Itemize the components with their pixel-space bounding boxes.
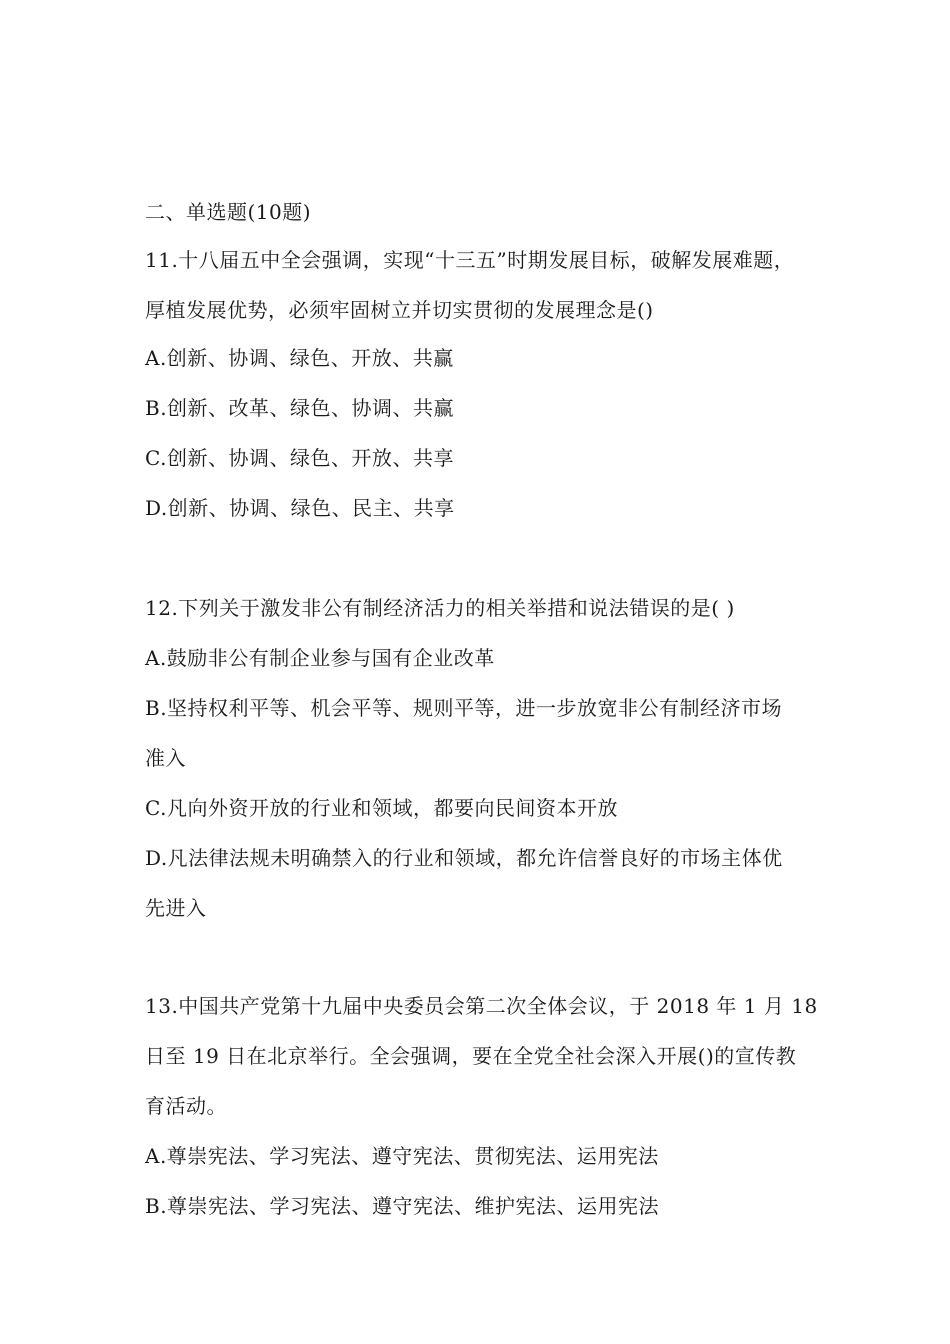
- question-13-option-b: B.尊崇宪法、学习宪法、遵守宪法、维护宪法、运用宪法: [145, 1194, 660, 1218]
- question-12-option-d-continued: 先进入: [145, 896, 207, 920]
- section-heading: 二、单选题(10题): [145, 200, 312, 224]
- question-13-stem-line-3: 育活动。: [145, 1094, 227, 1118]
- question-11-option-a: A.创新、协调、绿色、开放、共赢: [145, 346, 454, 370]
- question-12-stem-line-1: 12.下列关于激发非公有制经济活力的相关举措和说法错误的是( ): [145, 596, 735, 620]
- question-11-stem-line-2: 厚植发展优势，必须牢固树立并切实贯彻的发展理念是(): [145, 298, 654, 322]
- question-13-stem-line-2: 日至 19 日在北京举行。全会强调，要在全党全社会深入开展()的宣传教: [145, 1044, 797, 1068]
- question-12-option-c: C.凡向外资开放的行业和领域，都要向民间资本开放: [145, 796, 618, 820]
- question-11-option-b: B.创新、改革、绿色、协调、共赢: [145, 396, 455, 420]
- question-12-option-d: D.凡法律法规未明确禁入的行业和领域，都允许信誉良好的市场主体优: [145, 846, 783, 870]
- question-12-option-a: A.鼓励非公有制企业参与国有企业改革: [145, 646, 495, 670]
- question-11-option-c: C.创新、协调、绿色、开放、共享: [145, 446, 454, 470]
- question-11-stem-line-1: 11.十八届五中全会强调，实现“十三五”时期发展目标，破解发展难题，: [145, 248, 795, 272]
- question-12-option-b: B.坚持权利平等、机会平等、规则平等，进一步放宽非公有制经济市场: [145, 696, 783, 720]
- question-13-stem-line-1: 13.中国共产党第十九届中央委员会第二次全体会议，于 2018 年 1 月 18: [145, 994, 818, 1018]
- question-12-option-b-continued: 准入: [145, 746, 186, 770]
- question-11-option-d: D.创新、协调、绿色、民主、共享: [145, 496, 455, 520]
- question-13-option-a: A.尊崇宪法、学习宪法、遵守宪法、贯彻宪法、运用宪法: [145, 1144, 659, 1168]
